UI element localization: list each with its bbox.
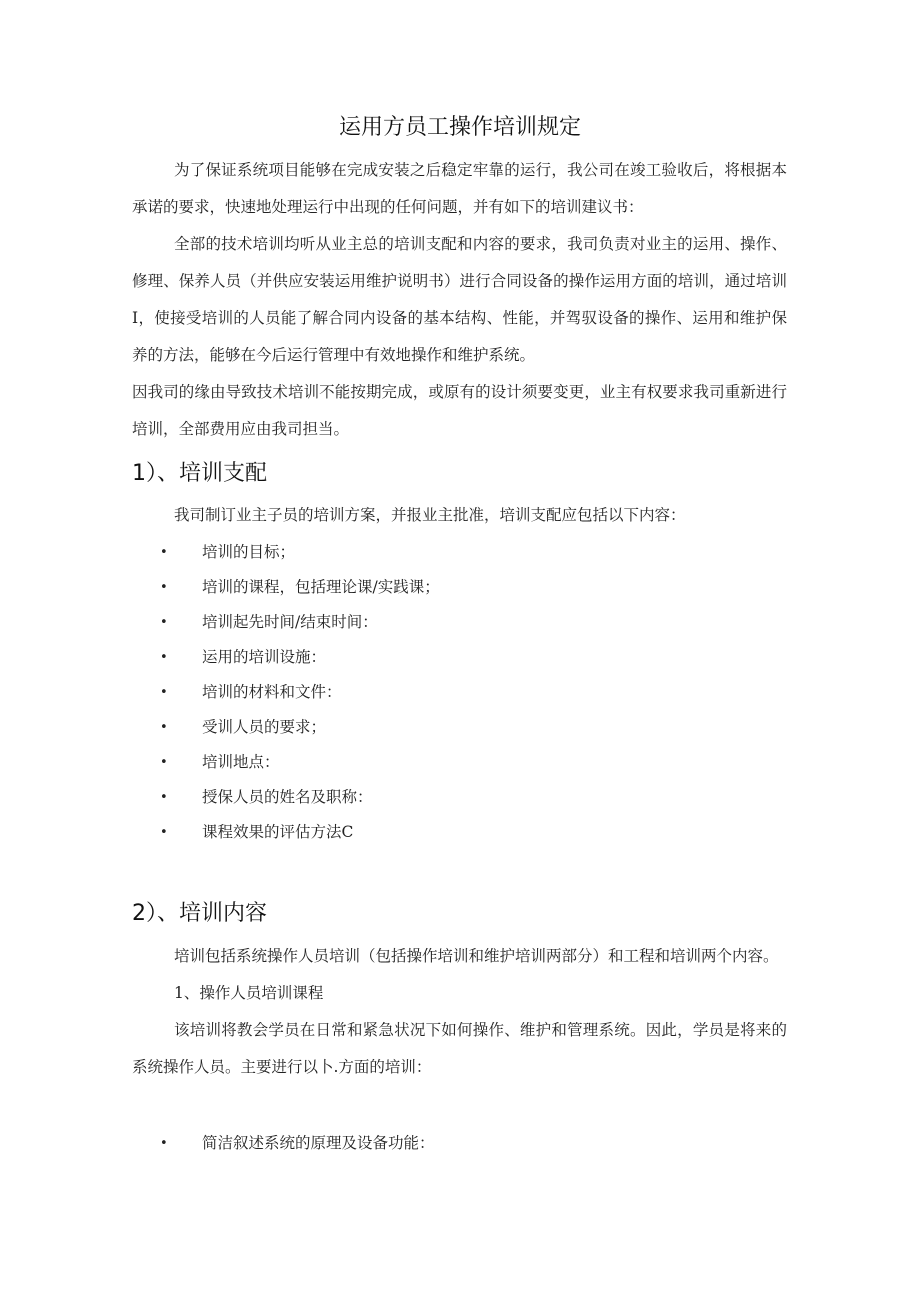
bullet-icon: •: [160, 755, 168, 770]
bullet-icon: •: [160, 545, 168, 560]
bullet-icon: •: [160, 615, 168, 630]
intro-paragraph: 为了保证系统项目能够在完成安装之后稳定牢靠的运行，我公司在竣工验收后，将根据本承诺的要求，快速地处理运行中出现的任何问题，并有如下的培训建议书：: [132, 161, 787, 216]
section-heading-2: 2）、培训内容: [132, 901, 267, 926]
section2-subheading: 1、操作人员培训课程: [174, 984, 324, 1002]
intro-paragraph: 全部的技术培训均听从业主总的培训支配和内容的要求，我司负责对业主的运用、操作、修理、保养人员（并供应安装运用维护说明书）进行合同设备的操作运用方面的培训，通过培训I，使接受培训的人员能了解合同内设备的基本结构、性能，并驾驭设备的操作、运用和维护保养的方法，能够在今后运行管理中有效地操作和维护系统。: [132, 235, 787, 364]
list-item: [160, 815, 440, 850]
list-item-text: 运用的培训设施：: [202, 648, 327, 666]
section2-intro: 培训包括系统操作人员培训（包括操作培训和维护培训两部分）和工程和培训两个内容。: [174, 947, 779, 965]
list-item: [160, 710, 440, 745]
list-item-text: 培训的材料和文件：: [202, 683, 342, 701]
list-item-text: 培训起先时间/结束时间：: [202, 613, 378, 631]
section2-sub-intro: 该培训将教会学员在日常和紧急状况下如何操作、维护和管理系统。因此，学员是将来的系统操作人员。主要进行以卜.方面的培训：: [132, 1021, 787, 1076]
bullet-icon: •: [160, 685, 168, 700]
list-item: [160, 570, 440, 605]
list-item-text: 培训的课程，包括理论课/实践课；: [202, 578, 440, 596]
list-item: [160, 1126, 435, 1161]
section1-intro: 我司制订业主子员的培训方案，并报业主批准，培训支配应包括以下内容：: [174, 506, 686, 524]
list-item-text: 简洁叙述系统的原理及设备功能：: [202, 1134, 435, 1152]
section-heading-1: 1）、培训支配: [132, 461, 267, 486]
intro-paragraph: 因我司的缘由导致技术培训不能按期完成，或原有的设计须要变更，业主有权要求我司重新进行培训，全部费用应由我司担当。: [132, 383, 787, 438]
document-title: 运用方员工操作培训规定: [338, 115, 581, 140]
bullet-icon: •: [160, 790, 168, 805]
bullet-icon: •: [160, 650, 168, 665]
bullet-icon: •: [160, 825, 168, 840]
list-item: [160, 780, 440, 815]
list-item: [160, 535, 440, 570]
list-item-text: 培训的目标；: [202, 543, 296, 561]
list-item: [160, 640, 440, 675]
bullet-icon: •: [160, 1136, 168, 1151]
bullet-icon: •: [160, 720, 168, 735]
list-item-text: 培训地点：: [202, 753, 280, 771]
section2-list: [160, 1126, 435, 1161]
list-item-text: 授保人员的姓名及职称：: [202, 788, 373, 806]
intro-block: [132, 152, 787, 448]
section1-list: [160, 535, 440, 850]
list-item-text: 受训人员的要求；: [202, 718, 327, 736]
bullet-icon: •: [160, 580, 168, 595]
list-item: [160, 745, 440, 780]
list-item: [160, 675, 440, 710]
list-item: [160, 605, 440, 640]
section2-block: [132, 938, 787, 1086]
list-item-text: 课程效果的评估方法C: [202, 823, 354, 841]
